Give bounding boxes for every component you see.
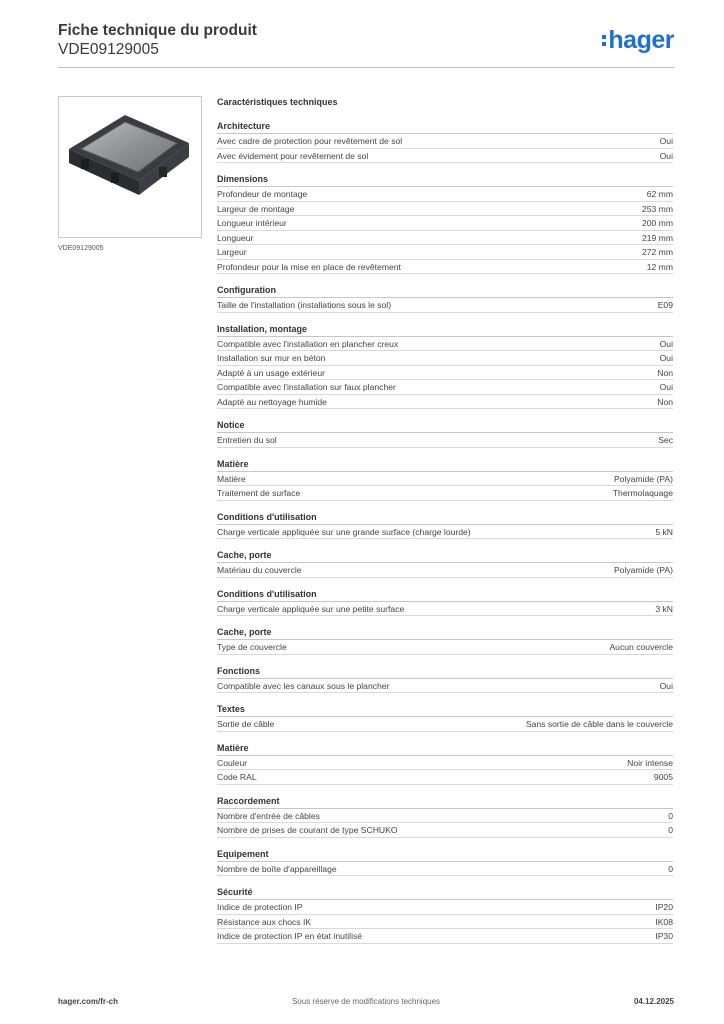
header-divider [58,67,674,68]
spec-label: Charge verticale appliquée sur une petite surface [217,603,405,614]
spec-value: Non [657,367,673,378]
spec-row [217,472,673,487]
spec-section [217,119,673,163]
spec-label: Nombre de boîte d'appareillage [217,863,337,874]
spec-row [217,433,673,448]
spec-section-title: Textes [217,702,673,717]
spec-label: Largeur de montage [217,203,295,214]
spec-row [217,679,673,694]
spec-section-title: Fonctions [217,664,673,679]
spec-label: Longueur intérieur [217,218,287,228]
spec-label: Matériau du couvercle [217,565,302,575]
spec-row [217,809,673,824]
spec-row [217,231,673,246]
spec-label: Taille de l'installation (installations sous le sol) [217,300,392,310]
spec-section [217,418,673,448]
spec-section [217,625,673,655]
technical-specs [217,96,673,953]
spec-section [217,172,673,274]
spec-value: Oui [659,338,673,349]
specs-title: Caractéristiques techniques [217,97,338,107]
spec-row [217,563,673,578]
spec-section-title: Cache, porte [217,548,673,563]
spec-section-title: Architecture [217,119,673,134]
spec-label: Longueur [217,232,254,243]
spec-value: Aucun couvercle [609,642,673,652]
spec-value: 0 [668,810,673,821]
spec-label: Couleur [217,757,248,768]
spec-row [217,915,673,930]
spec-value: Oui [659,136,673,146]
spec-section [217,741,673,785]
spec-value: IP20 [655,902,673,912]
spec-value: Thermolaquage [612,488,673,498]
spec-row [217,260,673,275]
spec-label: Profondeur de montage [217,189,308,199]
spec-label: Indice de protection IP [217,902,303,912]
spec-section [217,587,673,617]
spec-row [217,245,673,260]
spec-row [217,337,673,352]
spec-value: Polyamide (PA) [613,565,673,575]
spec-label: Adapté à un usage extérieur [217,367,325,378]
spec-row [217,929,673,944]
spec-value: 253 mm [641,203,673,214]
spec-row [217,366,673,381]
spec-row [217,900,673,915]
logo-text: hager [608,26,674,54]
spec-section-title: Installation, montage [217,322,673,337]
footer-note: Sous réserve de modifications techniques [291,997,441,1006]
spec-value: Oui [659,353,673,363]
hager-logo [602,26,674,54]
spec-value: 0 [668,863,673,874]
document-title: Fiche technique du produit [58,22,257,39]
spec-value: Sans sortie de câble dans le couvercle [525,719,673,729]
spec-section [217,457,673,501]
product-image-caption: VDE09129005 [58,245,104,252]
spec-section [217,548,673,578]
spec-row [217,602,673,617]
spec-row [217,756,673,771]
spec-row [217,202,673,217]
spec-section-title: Conditions d'utilisation [217,510,673,525]
spec-label: Résistance aux chocs IK [217,916,312,927]
page-header [58,22,674,70]
spec-value: 9005 [653,772,673,782]
spec-value: Sec [658,435,673,445]
spec-section-title: Cache, porte [217,625,673,640]
spec-value: Oui [659,382,673,392]
logo-colon-icon [602,35,606,46]
spec-row [217,862,673,877]
spec-value: 3 kN [655,603,673,614]
spec-section [217,664,673,694]
spec-row [217,187,673,202]
spec-section [217,847,673,877]
spec-label: Traitement de surface [217,488,301,498]
spec-section-title: Conditions d'utilisation [217,587,673,602]
spec-label: Code RAL [217,772,257,782]
spec-label: Nombre de prises de courant de type SCHUKO [217,825,398,835]
spec-value: Oui [659,680,673,691]
spec-value: 219 mm [641,232,673,243]
spec-row [217,149,673,164]
spec-section [217,510,673,540]
spec-section-title: Matière [217,457,673,472]
spec-section-title: Equipement [217,847,673,862]
spec-value: Polyamide (PA) [613,473,673,484]
spec-label: Adapté au nettoyage humide [217,396,327,407]
spec-label: Largeur [217,247,247,257]
spec-value: 12 mm [646,261,673,272]
spec-label: Avec évidement pour revêtement de sol [217,150,369,161]
spec-section [217,794,673,838]
product-reference: VDE09129005 [58,41,159,58]
spec-value: 200 mm [641,218,673,228]
spec-section [217,322,673,410]
spec-value: 272 mm [641,247,673,257]
spec-value: Noir intense [627,757,673,768]
floor-box-photo-icon [59,97,201,237]
spec-section [217,885,673,944]
spec-row [217,134,673,149]
spec-value: E09 [657,300,673,310]
spec-section-title: Notice [217,418,673,433]
spec-label: Compatible avec l'installation sur faux plancher [217,382,396,392]
footer-website-link[interactable]: hager.com/fr-ch [58,997,119,1006]
spec-value: Oui [659,150,673,161]
spec-label: Profondeur pour la mise en place de revêtement [217,261,401,272]
spec-value: 5 kN [655,526,673,537]
spec-row [217,486,673,501]
spec-label: Nombre d'entrée de câbles [217,810,320,821]
spec-value: IP30 [655,931,673,941]
spec-label: Installation sur mur en béton [217,353,326,363]
footer-date: 04.12.2025 [633,997,674,1006]
spec-section [217,283,673,313]
spec-value: 62 mm [646,189,673,199]
spec-row [217,525,673,540]
spec-section-title: Sécurité [217,885,673,900]
spec-label: Charge verticale appliquée sur une grande surface (charge lourde) [217,526,471,537]
spec-label: Entretien du sol [217,435,277,445]
spec-section-title: Raccordement [217,794,673,809]
spec-row [217,216,673,231]
spec-label: Indice de protection IP en état inutilisé [217,931,363,941]
spec-row [217,351,673,366]
spec-row [217,395,673,410]
spec-section-title: Configuration [217,283,673,298]
spec-label: Sortie de câble [217,719,275,729]
spec-value: Non [657,396,673,407]
spec-label: Matière [217,473,246,484]
spec-label: Compatible avec l'installation en plancher creux [217,338,399,349]
spec-section-title: Dimensions [217,172,673,187]
spec-row [217,298,673,313]
spec-label: Type de couvercle [217,642,287,652]
spec-label: Compatible avec les canaux sous le plancher [217,680,390,691]
spec-row [217,717,673,732]
spec-section [217,702,673,732]
spec-row [217,770,673,785]
spec-row [217,823,673,838]
spec-section-title: Matière [217,741,673,756]
spec-row [217,640,673,655]
spec-value: IK08 [655,916,673,927]
product-image [58,96,202,238]
spec-row [217,380,673,395]
spec-label: Avec cadre de protection pour revêtement de sol [217,136,403,146]
spec-value: 0 [668,825,673,835]
